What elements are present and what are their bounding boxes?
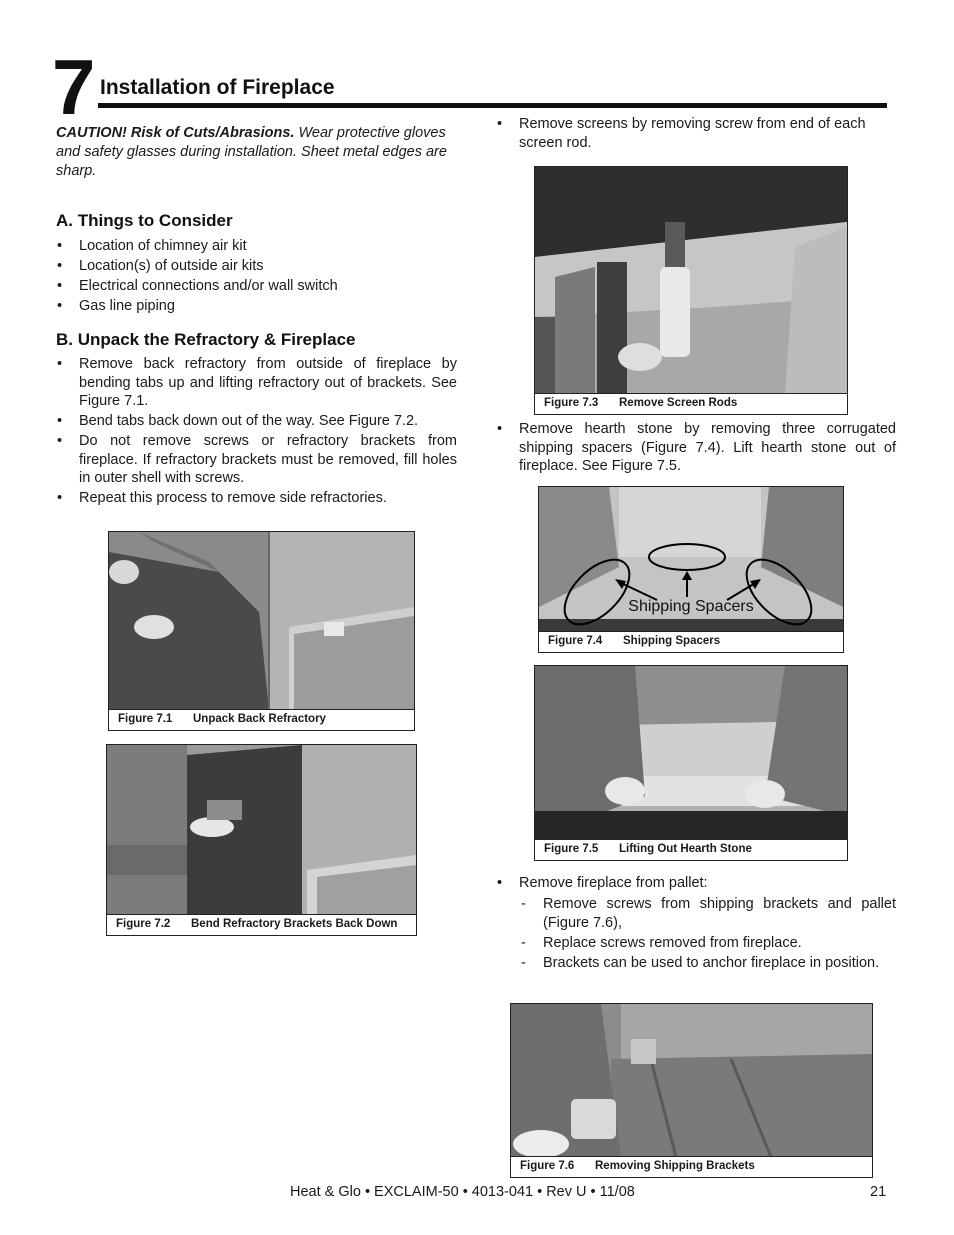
- figure-7-2-caption: [107, 914, 416, 935]
- right-list-3: [496, 874, 896, 974]
- figure-number: Figure 7.2: [116, 918, 171, 930]
- section-b-heading: B. Unpack the Refractory & Fireplace: [56, 330, 356, 349]
- figure-7-2: [106, 744, 417, 936]
- figure-caption: Lifting Out Hearth Stone: [619, 843, 752, 855]
- figure-caption: Remove Screen Rods: [619, 397, 738, 409]
- caution-lead: CAUTION! Risk of Cuts/Abrasions.: [56, 125, 295, 141]
- figure-caption: Bend Refractory Brackets Back Down: [191, 918, 398, 930]
- sub-list-item: - Brackets can be used to anchor fireplace in position.: [519, 954, 896, 973]
- figure-7-5: [534, 665, 848, 861]
- list-item: • Gas line piping: [56, 297, 460, 316]
- list-item: • Remove screens by removing screw from end of each screen rod.: [496, 115, 896, 152]
- figure-caption: Unpack Back Refractory: [193, 713, 326, 725]
- figure-7-3-caption: [535, 393, 847, 414]
- figure-7-3-photo: [535, 167, 847, 394]
- figure-7-4-caption: [539, 631, 843, 652]
- list-item: • Bend tabs back down out of the way. See Figure 7.2.: [56, 412, 457, 431]
- figure-caption: Removing Shipping Brackets: [595, 1160, 755, 1172]
- section-a-heading: A. Things to Consider: [56, 211, 233, 230]
- figure-number: Figure 7.6: [520, 1160, 575, 1172]
- figure-7-4: [538, 486, 844, 653]
- chapter-number: 7: [52, 43, 96, 131]
- page-number: 21: [870, 1184, 887, 1200]
- figure-7-4-photo: [539, 487, 843, 632]
- figure-7-5-photo: [535, 666, 847, 840]
- figure-7-2-photo: [107, 745, 416, 915]
- figure-7-1-photo: [109, 532, 414, 710]
- chapter-title: Installation of Fireplace: [100, 76, 335, 99]
- figure-caption: Shipping Spacers: [623, 635, 721, 647]
- list-item: • Location(s) of outside air kits: [56, 257, 460, 276]
- right-list-1: [496, 115, 896, 154]
- footer-text: Heat & Glo • EXCLAIM-50 • 4013-041 • Rev U • 11/08: [290, 1184, 635, 1200]
- section-a-list: [56, 237, 460, 317]
- figure-7-6-photo: [511, 1004, 872, 1157]
- figure-number: Figure 7.4: [548, 635, 603, 647]
- caution-note: [56, 124, 460, 181]
- list-item: • Location of chimney air kit: [56, 237, 460, 256]
- figure-7-5-caption: [535, 839, 847, 860]
- list-item: [496, 874, 896, 973]
- figure-7-6-caption: [511, 1156, 872, 1177]
- figure-7-6: [510, 1003, 873, 1178]
- figure-7-1-caption: [109, 709, 414, 730]
- list-item: • Electrical connections and/or wall switch: [56, 277, 460, 296]
- figure-number: Figure 7.5: [544, 843, 599, 855]
- section-b-list: [56, 355, 457, 509]
- list-item: • Remove back refractory from outside of fireplace by bending tabs up and lifting refractory out of brackets. See Figure 7.1.: [56, 355, 457, 411]
- sub-list-item: - Replace screws removed from fireplace.: [519, 934, 896, 953]
- list-item: • Do not remove screws or refractory brackets from fireplace. If refractory brackets must be removed, fill holes in outer shell with screws.: [56, 432, 457, 488]
- header-rule: [98, 103, 887, 108]
- figure-number: Figure 7.3: [544, 397, 599, 409]
- figure-number: Figure 7.1: [118, 713, 173, 725]
- figure-7-1: [108, 531, 415, 731]
- list-item: • Remove hearth stone by removing three corrugated shipping spacers (Figure 7.4). Lift hearth stone out of fireplace. See Figure 7.5.: [496, 420, 896, 476]
- right-list-2: [496, 420, 896, 477]
- sub-list-item: - Remove screws from shipping brackets and pallet (Figure 7.6),: [519, 895, 896, 933]
- figure-7-3: [534, 166, 848, 415]
- shipping-spacers-label: Shipping Spacers: [628, 598, 754, 615]
- list-item: • Repeat this process to remove side refractories.: [56, 489, 457, 508]
- caution-text: Wear protective gloves and safety glasses during installation. Sheet metal edges are sharp.: [56, 125, 447, 179]
- list-item-text: Remove fireplace from pallet:: [519, 875, 708, 891]
- sub-list: [519, 895, 896, 973]
